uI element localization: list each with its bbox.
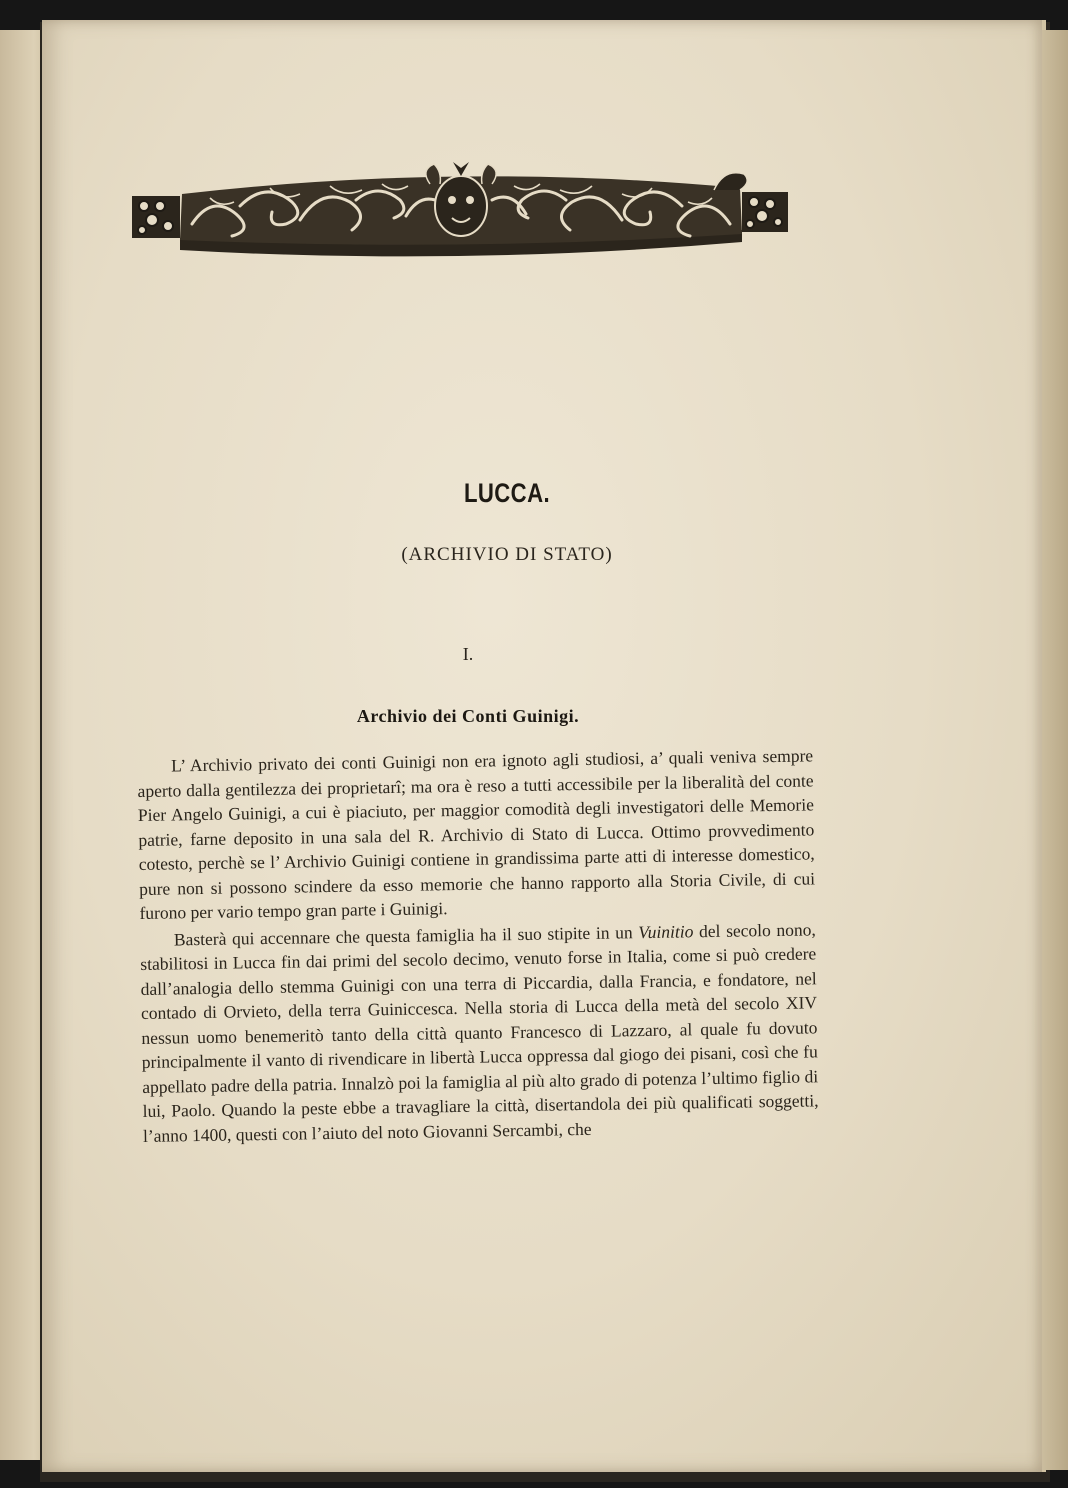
paragraph-1-text: L’ Archivio privato dei conti Guinigi non era ignoto agli studiosi, a’ quali veniva sempre aperto dalla gentilezza dei proprietarî; ma ora è reso a tutti accessibile per la liberalità del conte Pier Angelo Guinigi, a cui è piaciuto, per maggior comodità degli investigatori delle Memorie patrie, farne deposito in una sala del R. Archivio di Stato di Lucca. Ottimo provvedimento cotesto, perchè se l’ Archivio Guinigi contiene in grandissima parte atti di interesse domestico, pure non si possono scindere da esso memorie che hanno rapporto alla Storia Civile, di cui furono per vario tempo gran parte i Guinigi. [137, 745, 816, 923]
floral-headpiece-ornament-icon [130, 154, 792, 264]
page-subtitle: (ARCHIVIO DI STATO) [401, 544, 613, 565]
section-heading: Archivio dei Conti Guinigi. [356, 706, 580, 726]
paragraph-2 [140, 917, 819, 1148]
page-edge-right [1042, 30, 1068, 1470]
page-title: LUCCA. [463, 478, 551, 508]
paragraph-2-italic-name: Vuinitio [638, 920, 694, 942]
section-number: I. [462, 644, 474, 664]
paragraph-2-text-end: del secolo nono, stabilitosi in Lucca fin dai primi del secolo decimo, venuto forse in Italia, come si può credere dall’analogia dello stemma Guinigi con una terra di Piccardia, dalla Francia, e fondatore, nel contado di Orvieto, della terra Guiniccesca. Nella storia di Lucca della metà del secolo XIV nessun uomo benemeritò tanto della città quanto Francesco di Lazzaro, al quale fu dovuto principalmente il vanto di rivendicare in libertà Lucca oppressa dal giogo dei pisani, così che fu appellato padre della patria. Innalzò poi la famiglia al più alto grado di potenza l’ultimo figlio di lui, Paolo. Quando la peste ebbe a travagliare la città, disertandola dei più qualificati soggetti, l’anno 1400, questi con l’aiuto del noto Giovanni Sercambi, che [140, 918, 819, 1146]
paragraph-2-text-start: Basterà qui accennare che questa famiglia ha il suo stipite in un [173, 921, 639, 949]
paragraph-1 [137, 743, 816, 925]
book-page [42, 20, 1046, 1472]
body-text [137, 743, 819, 1148]
